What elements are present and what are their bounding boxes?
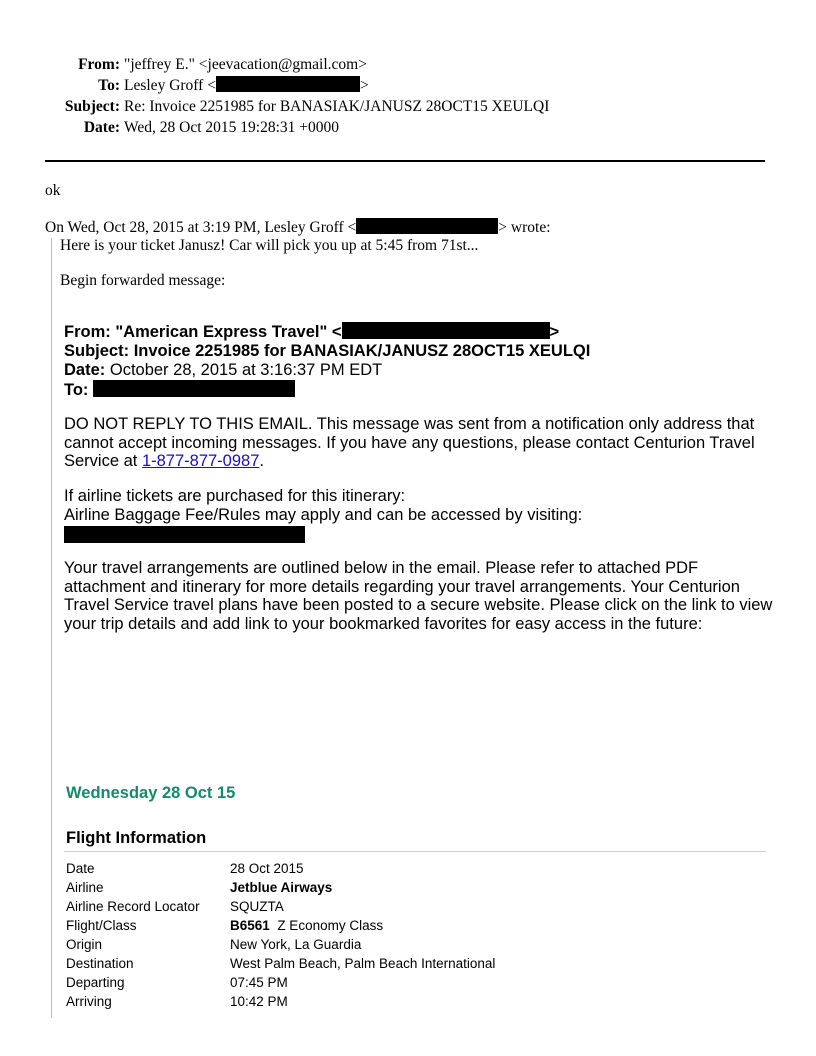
email-header	[0, 54, 816, 138]
redaction-block	[64, 526, 305, 543]
fwd-subject-label: Subject:	[64, 342, 130, 360]
header-to-row	[0, 75, 816, 96]
to-name: Lesley Groff <	[124, 77, 216, 94]
to-label: To:	[98, 77, 120, 94]
date-value: Wed, 28 Oct 2015 19:28:31 +0000	[124, 119, 340, 136]
row-label: Departing	[66, 975, 125, 990]
fwd-from-row	[64, 322, 590, 342]
row-label: Origin	[66, 937, 103, 952]
from-label: From:	[78, 56, 120, 73]
to-close: >	[359, 77, 369, 94]
row-value: New York, La Guardia	[230, 937, 362, 952]
row-value: Jetblue Airways	[230, 880, 333, 895]
fwd-date-label: Date:	[64, 361, 106, 379]
fwd-from-value: "American Express Travel" <	[115, 323, 342, 341]
row-label: Flight/Class	[66, 918, 137, 933]
quote-attribution	[45, 218, 551, 237]
header-from-row	[0, 54, 816, 75]
header-subject-row	[0, 96, 816, 117]
subject-label: Subject:	[64, 98, 120, 115]
row-label: Arriving	[66, 994, 112, 1009]
fwd-date-value: October 28, 2015 at 3:16:37 PM EDT	[109, 361, 383, 379]
arrangements-paragraph: Your travel arrangements are outlined below in the email. Please refer to attached PDF attachment and itinerary for more details regarding your travel arrangements. Your Centurion Travel Service travel plans have been posted to a secure website. Please click on the link to view your trip details and add link to your bookmarked favorites for easy access in the future:	[64, 559, 773, 633]
redaction-block	[356, 218, 498, 234]
from-value: "jeffrey E." <jeevacation@gmail.com>	[124, 56, 367, 73]
header-divider	[45, 160, 765, 162]
attribution-prefix: On Wed, Oct 28, 2015 at 3:19 PM, Lesley Groff <	[45, 219, 357, 236]
fwd-from-close: >	[549, 323, 560, 341]
flight-class: Z Economy Class	[277, 918, 384, 933]
row-label: Airline Record Locator	[66, 899, 200, 914]
row-label: Airline	[66, 880, 104, 895]
header-date-row	[0, 117, 816, 138]
redaction-block	[93, 380, 295, 397]
row-value: SQUZTA	[230, 899, 284, 914]
fwd-from-label: From:	[64, 323, 111, 341]
fwd-to-label: To:	[64, 381, 89, 399]
quoted-message-line: Here is your ticket Janusz! Car will pick you up at 5:45 from 71st...	[60, 237, 479, 254]
row-value: 10:42 PM	[230, 994, 288, 1009]
row-value: 28 Oct 2015	[230, 861, 304, 876]
flight-number: B6561	[230, 918, 270, 933]
fwd-subject-row	[64, 342, 590, 361]
subject-value: Re: Invoice 2251985 for BANASIAK/JANUSZ 28OCT15 XEULQI	[124, 98, 550, 115]
flight-info-title: Flight Information	[66, 829, 207, 847]
row-value: 07:45 PM	[230, 975, 288, 990]
fwd-date-row	[64, 361, 590, 380]
phone-link[interactable]: 1-877-877-0987	[141, 452, 260, 470]
baggage-paragraph	[64, 487, 779, 546]
row-label: Destination	[66, 956, 134, 971]
fwd-to-row	[64, 380, 590, 400]
baggage-line-1: If airline tickets are purchased for this itinerary:	[64, 487, 406, 505]
redaction-block	[216, 76, 360, 92]
no-reply-end: .	[259, 452, 264, 470]
row-value: West Palm Beach, Palm Beach International	[230, 956, 496, 971]
date-label: Date:	[83, 119, 120, 136]
redaction-block	[342, 322, 550, 339]
attribution-suffix: > wrote:	[498, 219, 551, 236]
reply-text: ok	[45, 182, 61, 199]
to-value	[124, 75, 369, 96]
no-reply-paragraph	[64, 415, 779, 471]
quote-bar	[51, 238, 52, 1018]
forwarded-header	[64, 322, 590, 400]
begin-forwarded-label: Begin forwarded message:	[60, 272, 226, 289]
row-value	[230, 916, 383, 935]
no-reply-text: DO NOT REPLY TO THIS EMAIL. This message was sent from a notification only address that cannot accept incoming messages. If you have any questions, please contact Centurion Travel Service at	[64, 415, 755, 470]
row-label: Date	[66, 861, 95, 876]
fwd-subject-value: Invoice 2251985 for BANASIAK/JANUSZ 28OCT15 XEULQI	[133, 342, 591, 360]
flight-info-divider	[64, 851, 766, 852]
baggage-line-2: Airline Baggage Fee/Rules may apply and can be accessed by visiting:	[64, 505, 583, 524]
itinerary-day-heading: Wednesday 28 Oct 15	[66, 784, 236, 802]
